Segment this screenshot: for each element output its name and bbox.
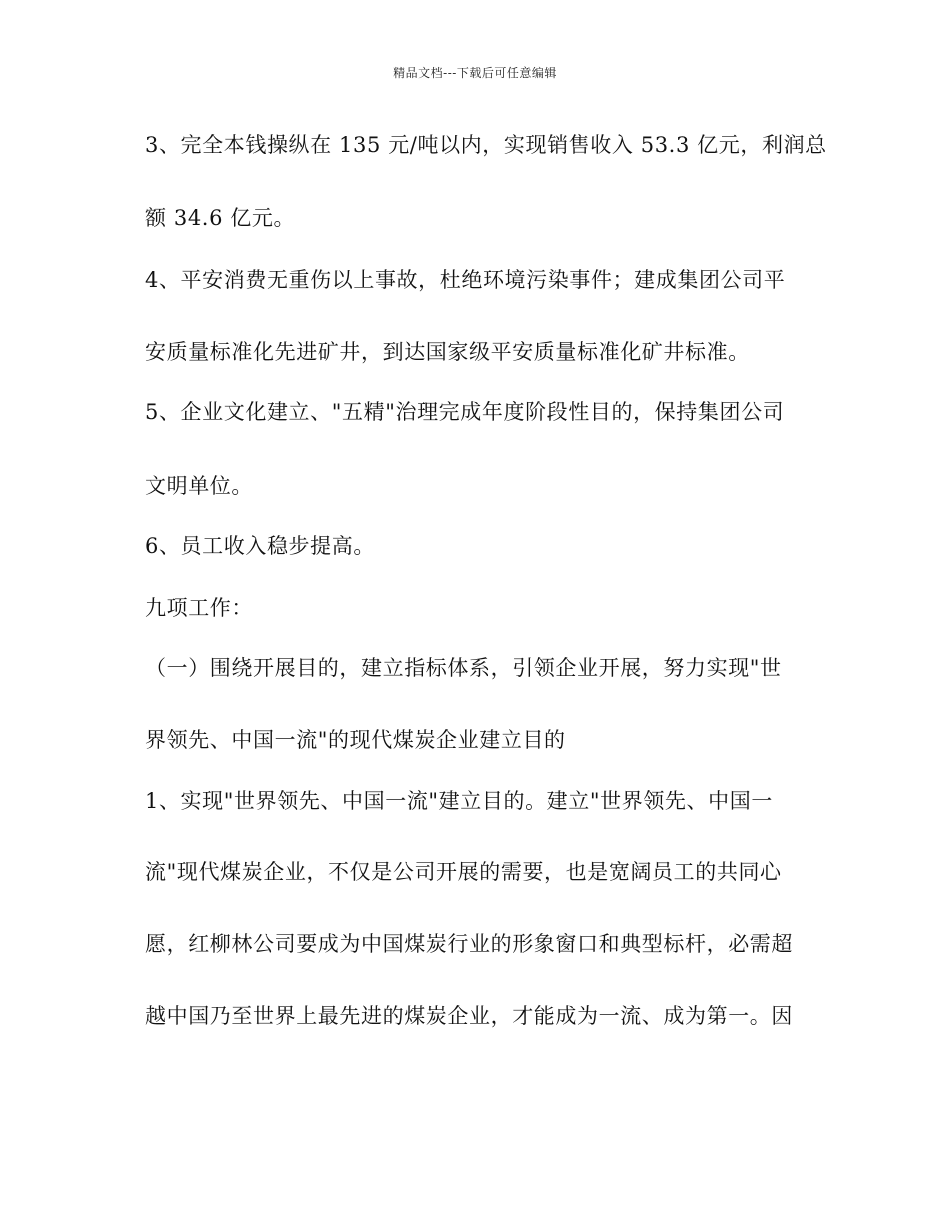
- text-line: 额 34.6 亿元。: [145, 206, 296, 230]
- text-line: 5、企业文化建立、"五精"治理完成年度阶段性目的，保持集团公司: [145, 400, 785, 424]
- text-line: 3、完全本钱操纵在 135 元/吨以内，实现销售收入 53.3 亿元，利润总: [145, 133, 827, 157]
- text-line: 流"现代煤炭企业，不仅是公司开展的需要，也是宽阔员工的共同心: [145, 860, 782, 884]
- text-line: 6、员工收入稳步提高。: [145, 534, 375, 558]
- text-line: 安质量标准化先进矿井，到达国家级平安质量标准化矿井标准。: [145, 340, 750, 364]
- text-line: （一）围绕开展目的，建立指标体系，引领企业开展，努力实现"世: [145, 656, 782, 680]
- text-line: 4、平安消费无重伤以上事故，杜绝环境污染事件；建成集团公司平: [145, 268, 786, 292]
- text-line: 越中国乃至世界上最先进的煤炭企业，才能成为一流、成为第一。因: [145, 1004, 793, 1028]
- text-line: 九项工作：: [145, 596, 253, 620]
- text-line: 界领先、中国一流"的现代煤炭企业建立目的: [145, 728, 566, 752]
- page-header: 精品文档---下载后可任意编辑: [393, 66, 557, 80]
- text-line: 1、实现"世界领先、中国一流"建立目的。建立"世界领先、中国一: [145, 789, 773, 813]
- text-line: 愿，红柳林公司要成为中国煤炭行业的形象窗口和典型标杆，必需超: [145, 932, 793, 956]
- text-line: 文明单位。: [145, 474, 253, 498]
